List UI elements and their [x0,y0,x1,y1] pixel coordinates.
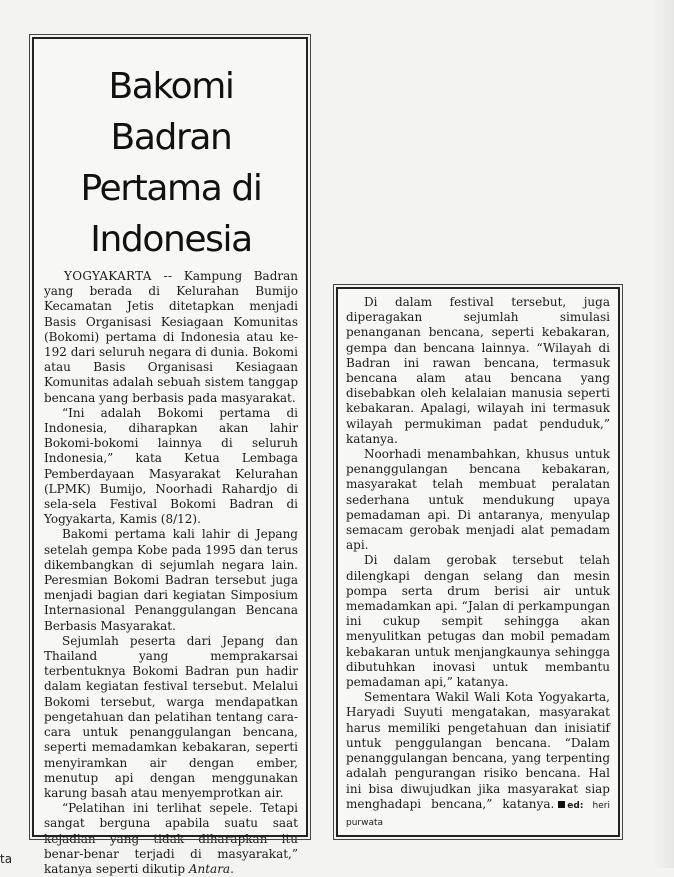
article-paragraph-1 [44,269,298,406]
headline [44,61,298,265]
editor-label: ed: [567,800,584,811]
dateline: YOGYAKARTA -- [64,269,173,283]
paragraph-text: Kampung Badran yang berada di Kelurahan Bumijo Kecamatan Jetis ditetapkan menjadi Basis Organisasi Kesiagaan Komunitas (Bokomi) pertama di Indonesia atau ke-192 dari seluruh negara di dunia. Bokomi atau Basis Organisasi Kesiagaan Komunitas adalah sebuah sistem tanggap bencana yang berbasis pada masyarakat. [44,269,298,405]
article-paragraph-5: “Pelatihan ini terlihat sepele. Tetapi sangat berguna apabila suatu saat kejadian yang tidak diharapkan itu benar-benar terjadi di masyarakat,” katanya seperti dikutip Antara. [44,801,298,876]
article-paragraph-7: Noorhadi menambahkan, khusus untuk penanggulangan bencana kebakaran, masyarakat telah membuat peralatan sederhana untuk mendukung upaya pemadaman api. Di antaranya, menyulap semacam gerobak menjadi alat pemadam api. [346,447,610,553]
end-mark-square-icon [558,801,565,808]
signoff: katanya. [502,796,555,811]
headline-line-3: Indonesia [90,219,252,260]
cropped-edge-text: ta [0,852,13,866]
article-paragraph-8: Di dalam gerobak tersebut telah dilengkapi dengan selang dan mesin pompa serta drum berisi air untuk memadamkan api. “Jalan di perkampungan ini cukup sempit sehingga akan menyulitkan petugas dan mobil pemadam kebakaran untuk menjangkaunya sehingga dibutuhkan inovasi untuk membantu pemadaman api,” katanya. [346,553,610,690]
scan-edge-shadow [652,0,674,868]
article-right-column [336,287,620,837]
article-paragraph-6: Di dalam festival tersebut, juga diperagakan sejumlah simulasi penanganan bencana, seperti kebakaran, gempa dan bencana lainnya. “Wilayah di Badran ini rawan bencana, termasuk bencana alam atau bencana yang disebabkan oleh kelalaian manusia seperti kebakaran. Apalagi, wilayah ini termasuk wilayah permukiman padat penduduk,” katanya. [346,295,610,446]
article-paragraph-4: Sejumlah peserta dari Jepang dan Thailand yang memprakarsai terbentuknya Bokomi Badran pun hadir dalam kegiatan festival tersebut. Melalui Bokomi tersebut, warga mendapatkan pengetahuan dan pelatihan tentang cara-cara untuk penanggulangan bencana, seperti memadamkan kebakaran, seperti menyiramkan air dengan ember, menutup api dengan menggunakan karung basah atau menyemprotkan air. [44,633,298,800]
editor-name: heri purwata [346,800,610,828]
article-paragraph-9 [346,690,610,831]
paragraph-text: “Pelatihan ini terlihat sepele. Tetapi sangat berguna apabila suatu saat kejadian yang tidak diharapkan itu benar-benar terjadi di masyarakat,” katanya seperti dikutip [44,801,298,876]
source-name: Antara [188,861,231,876]
headline-line-1: Bakomi Badran [108,66,234,158]
headline-line-2: Pertama di [80,168,262,209]
paragraph-text: Sementara Wakil Wali Kota Yogyakarta, Haryadi Suyuti mengatakan, masyarakat harus memiliki pengetahuan dan inisiatif untuk penggulangan bencana. “Dalam penanggulangan bencana, yang terpenting adalah pengurangan risiko bencana. Hal ini bisa diwujudkan jika masyarakat siap menghadapi bencana,” [346,690,610,811]
article-paragraph-2: “Ini adalah Bokomi pertama di Indonesia, diharapkan akan lahir Bokomi-bokomi lainnya di seluruh Indonesia,” kata Ketua Lembaga Pemberdayaan Masyarakat Kelurahan (LPMK) Bumijo, Noorhadi Rahardjo di sela-sela Festival Bokomi Badran di Yogyakarta, Kamis (8/12). [44,405,298,527]
article-left-column [32,37,308,876]
article-paragraph-3: Bakomi pertama kali lahir di Jepang setelah gempa Kobe pada 1995 dan terus dikembangkan di sejumlah negara lain. Peresmian Bokomi Badran tersebut juga menjadi bagian dari kegiatan Simposium Internasional Penanggulangan Bencana Berbasis Masyarakat. [44,527,298,633]
